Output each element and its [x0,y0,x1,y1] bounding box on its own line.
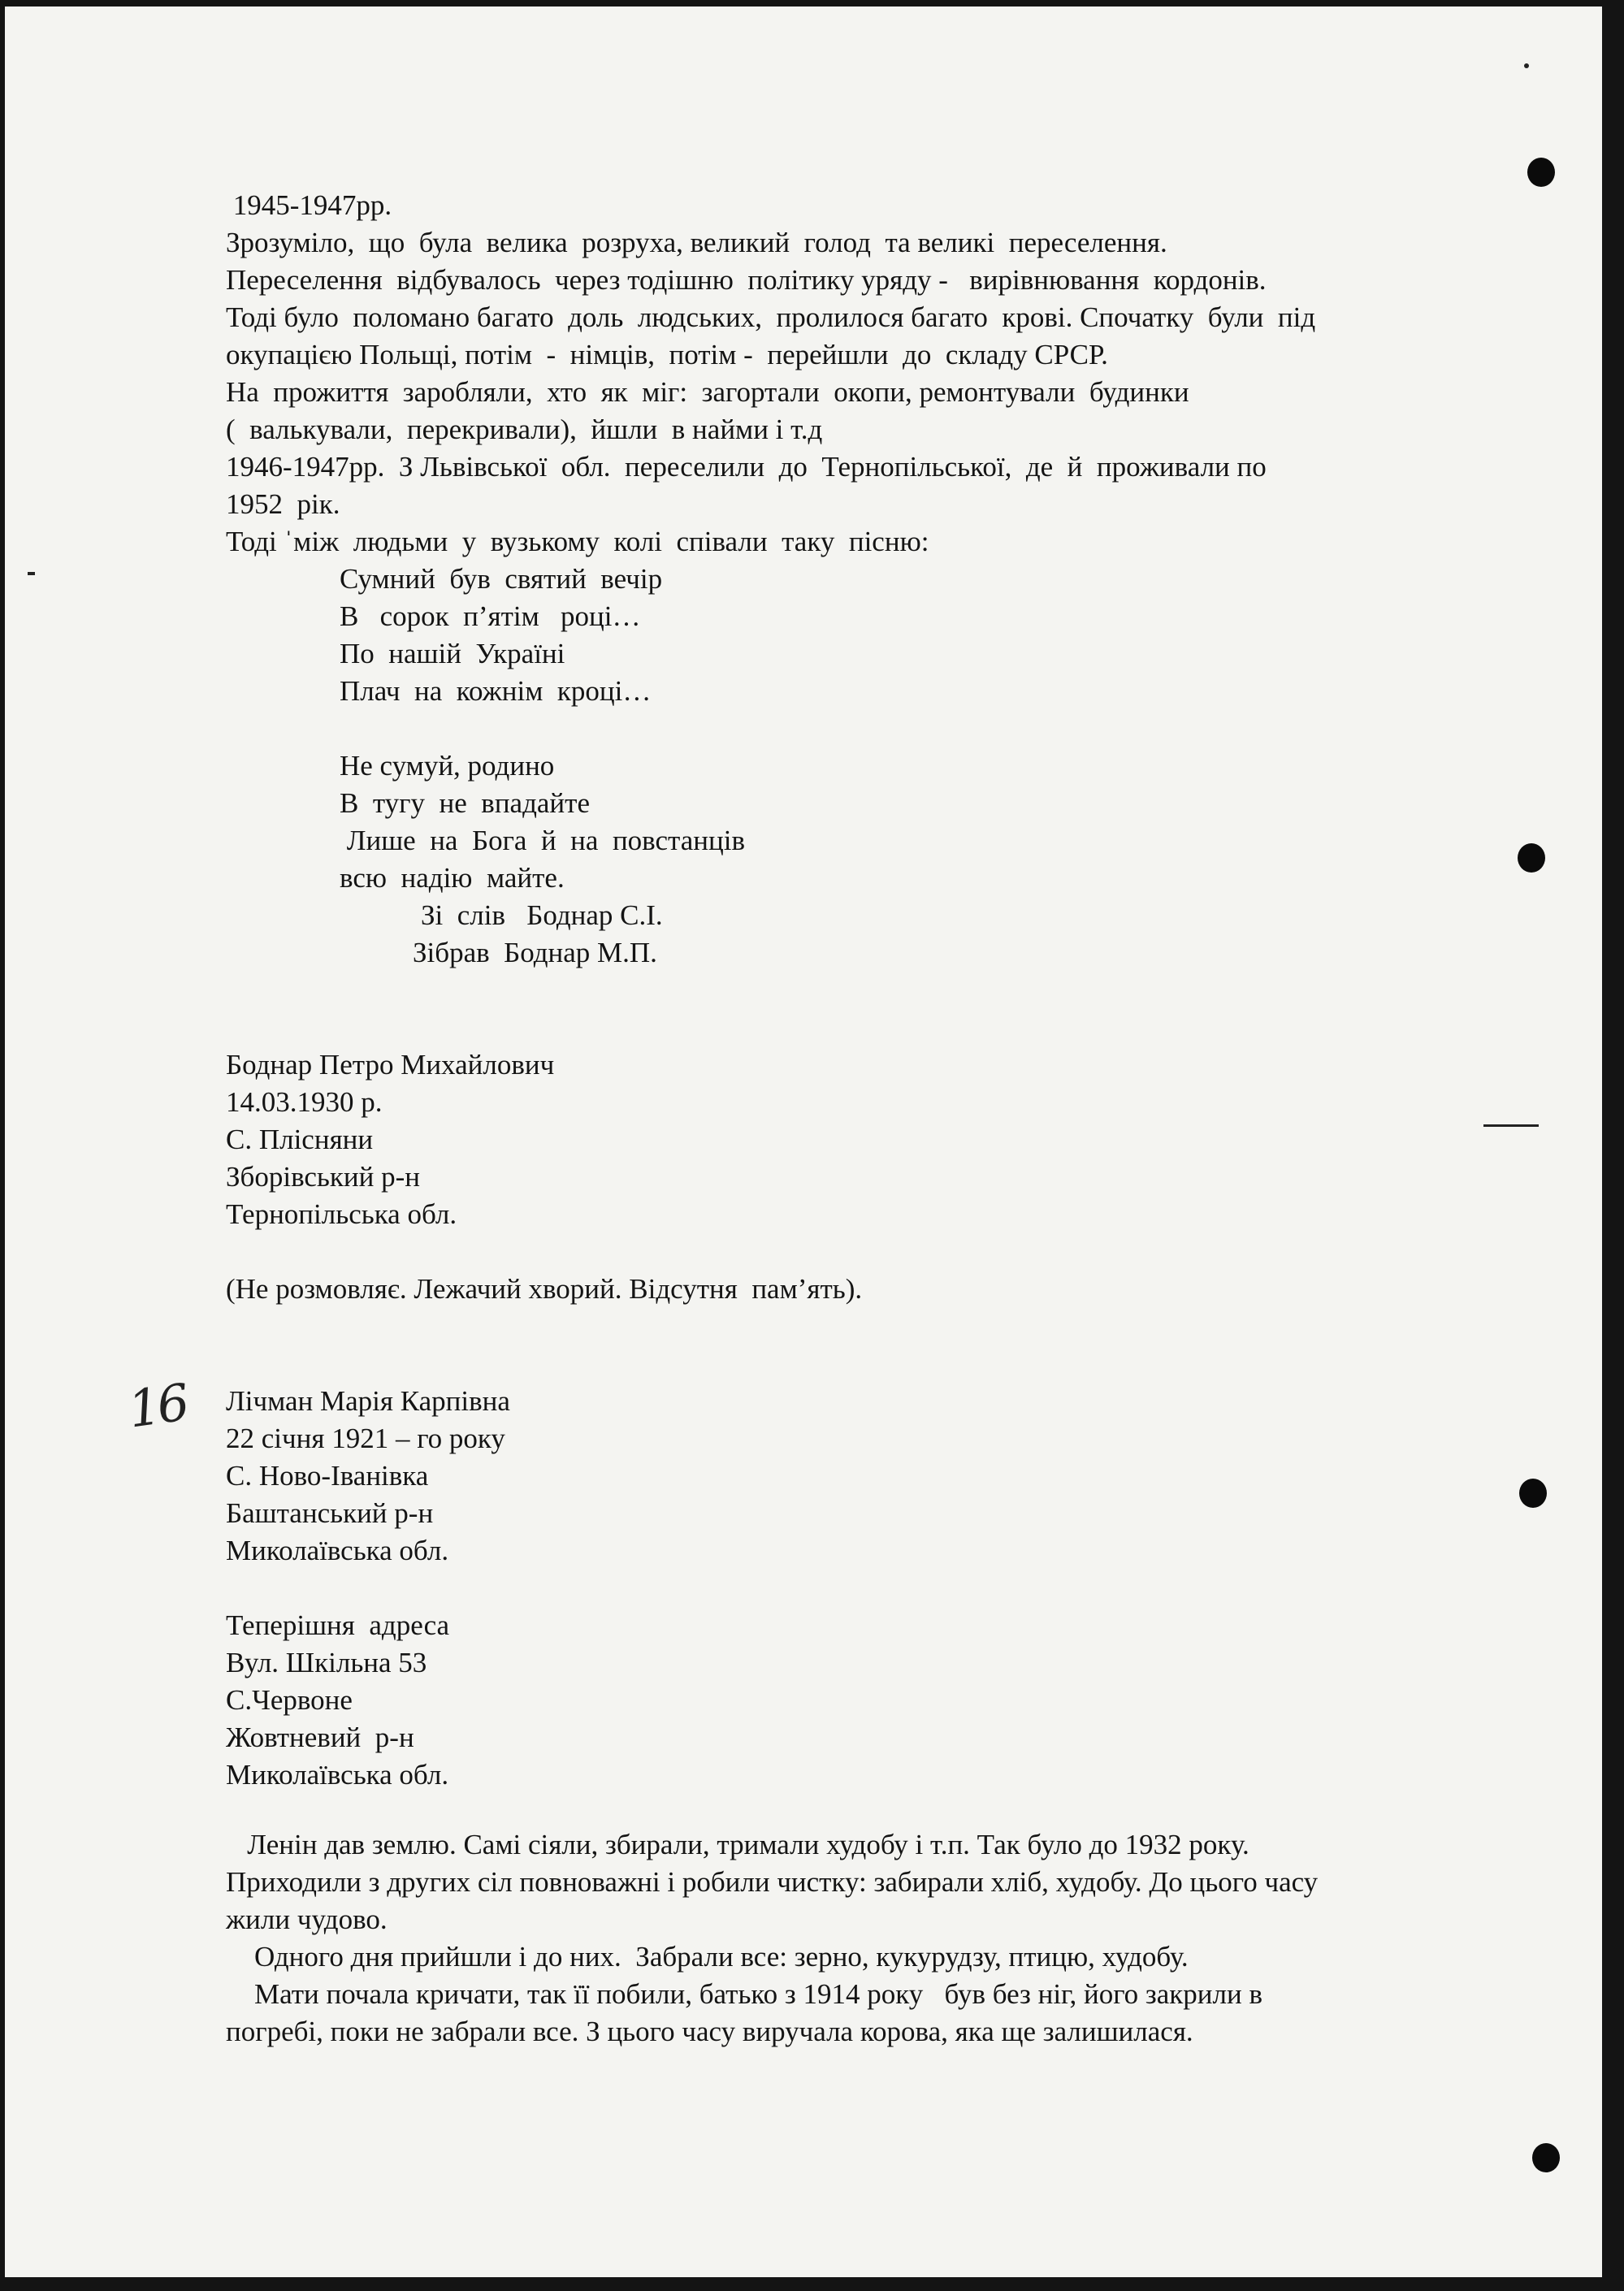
song-line: Плач на кожнім кроці… [340,675,652,707]
narrative-line: погребі, поки не забрали все. З цього часу виручала корова, яка ще залишилася. [226,2016,1193,2047]
person-detail: Баштанський р-н [226,1497,434,1529]
song-line: Лише на Бога й на повстанців [340,825,746,856]
margin-dot-mark [1524,63,1529,68]
song-line: Сумний був святий вечір [340,563,663,595]
text-line: 1952 рік. [226,488,340,520]
person-name: Боднар Петро Михайлович [226,1049,555,1081]
song-line: В тугу не впадайте [340,787,590,819]
person-name: Лічман Марія Карпівна [226,1385,510,1417]
text-line: Тоді було поломано багато доль людських, пролилося багато крові. Спочатку були під [226,301,1316,333]
narrative-line: Мати почала кричати, так її побили, батько з 1914 року був без ніг, його закрили в [226,1978,1262,2010]
song-line: В сорок п’ятім році… [340,600,641,632]
punch-hole-4 [1532,2143,1560,2172]
text-line: 1945-1947рр. [226,189,392,221]
margin-pen-mark [1483,1124,1539,1127]
person-note: (Не розмовляє. Лежачий хворий. Відсутня пам’ять). [226,1273,863,1305]
song-line: Не сумуй, родино [340,750,555,782]
song-line: По нашій Україні [340,638,565,669]
address-line: Теперішня адреса [226,1609,450,1641]
person-detail: С. Ново-Іванівка [226,1460,429,1492]
song-line: всю надію майте. [340,862,565,894]
text-line: Переселення відбувалось через тодішню політику уряду - вирівнювання кордонів. [226,264,1267,296]
text-line: Зрозуміло, що була велика розруха, великий голод та великі переселення. [226,227,1167,258]
margin-number: 16 [124,1372,190,1440]
narrative-line: Приходили з других сіл повноважні і робили чистку: забирали хліб, худобу. До цього часу [226,1866,1319,1898]
narrative-line: жили чудово. [226,1903,388,1935]
person-detail: Зборівський р-н [226,1161,420,1193]
address-line: С.Червоне [226,1684,353,1716]
text-line: 1946-1947рр. З Львівської обл. переселили до Тернопільської, де й проживали по [226,451,1267,483]
margin-dash-mark [28,572,35,575]
punch-hole-1 [1527,158,1555,187]
address-line: Жовтневий р-н [226,1721,414,1753]
attribution-line: Зі слів Боднар С.І. [421,899,663,931]
address-line: Вул. Шкільна 53 [226,1647,427,1678]
person-detail: С. Плісняни [226,1124,374,1155]
punch-hole-2 [1518,843,1545,873]
person-detail: Миколаївська обл. [226,1535,449,1566]
text-line: На прожиття заробляли, хто як міг: загортали окопи, ремонтували будинки [226,376,1189,408]
text-line: ( валькували, перекривали), йшли в найми і т.д [226,414,823,445]
text-line: Тоді ˈміж людьми у вузькому колі співали таку пісню: [226,526,929,557]
narrative-line: Ленін дав землю. Самі сіяли, збирали, тримали худобу і т.п. Так було до 1932 року. [226,1829,1249,1860]
document-page [5,6,1602,2277]
person-detail: Тернопільська обл. [226,1198,457,1230]
narrative-line: Одного дня прийшли і до них. Забрали все: зерно, кукурудзу, птицю, худобу. [226,1941,1189,1973]
person-detail: 22 січня 1921 – го року [226,1423,505,1454]
attribution-line: Зібрав Боднар М.П. [413,937,657,968]
text-line: окупацією Польщі, потім - німців, потім - перейшли до складу СРСР. [226,339,1108,370]
address-line: Миколаївська обл. [226,1759,449,1791]
person-detail: 14.03.1930 р. [226,1086,383,1118]
punch-hole-3 [1519,1479,1547,1508]
